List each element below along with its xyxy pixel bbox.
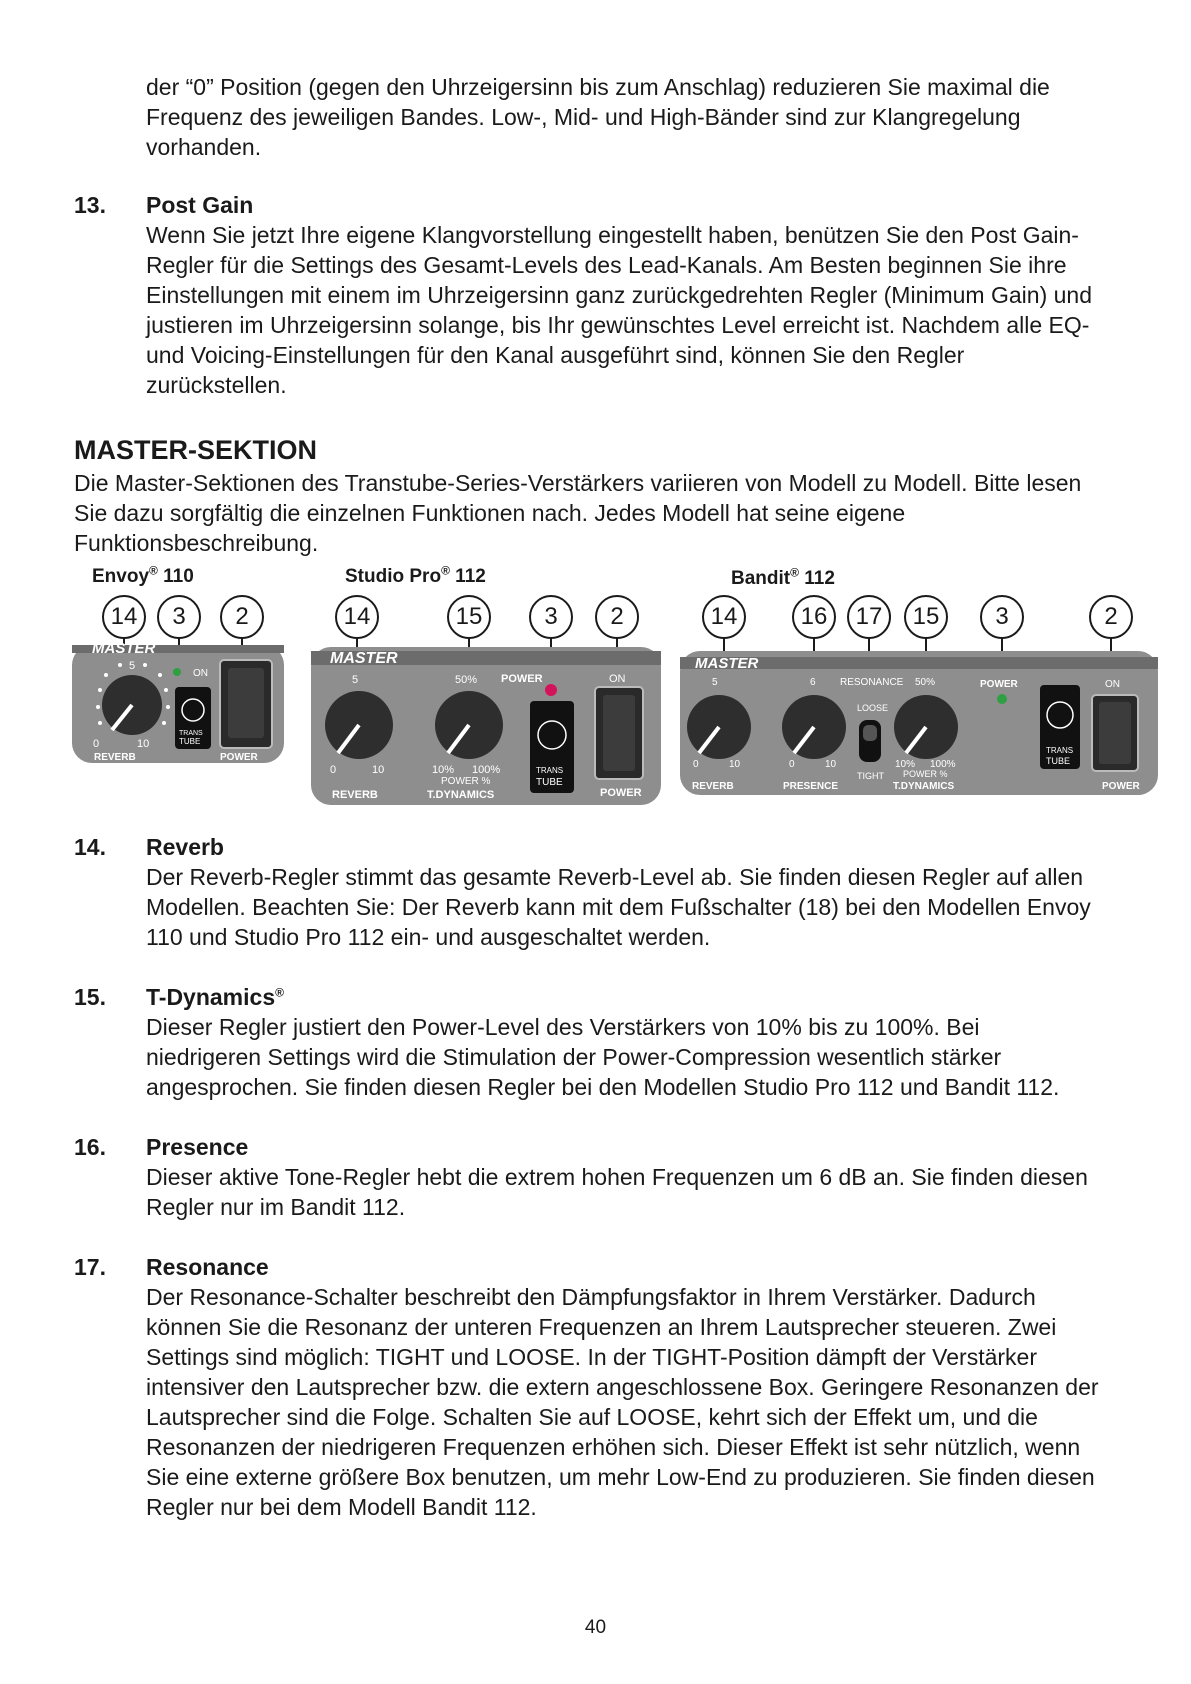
- bandit-mark: ®: [790, 565, 799, 580]
- callout-studio-3: 3: [529, 595, 573, 639]
- section-16-line-1: Dieser aktive Tone-Regler hebt die extrem hohen Frequenzen um 6 dB an. Sie finden diesen: [146, 1164, 1088, 1190]
- bandit-loose-label: LOOSE: [857, 703, 889, 713]
- bandit-power-pct: POWER %: [903, 769, 948, 779]
- callout-studio-15: 15: [447, 595, 491, 639]
- section-14-body: [146, 862, 1156, 952]
- bandit-ten-b: 10: [825, 759, 837, 770]
- model-title-studio: [345, 563, 486, 588]
- studio-name: Studio Pro: [345, 566, 442, 587]
- callout-bandit-14: 14: [702, 595, 746, 639]
- studio-tube: TUBE: [536, 777, 563, 788]
- envoy-zero: 0: [93, 738, 100, 750]
- callout-bandit-15: 15: [904, 595, 948, 639]
- studio-ten-pct: 10%: [432, 764, 455, 776]
- bandit-trans: TRANS: [1046, 746, 1074, 755]
- section-17-title: Resonance: [146, 1254, 269, 1280]
- bandit-resonance-label: RESONANCE: [840, 677, 904, 688]
- envoy-master-label: MASTER: [92, 640, 156, 657]
- section-15-title: [146, 982, 284, 1012]
- studio-five: 5: [352, 674, 359, 686]
- bandit-tube: TUBE: [1046, 756, 1071, 766]
- master-intro: [74, 468, 1156, 558]
- envoy-tube: TUBE: [179, 737, 201, 746]
- section-16-number: 16.: [74, 1134, 106, 1160]
- studio-ten: 10: [372, 764, 385, 776]
- studio-suffix: 112: [449, 566, 486, 587]
- bandit-suffix: 112: [798, 568, 835, 589]
- section-17-line-1: Der Resonance-Schalter beschreibt den Dämpfungsfaktor in Ihrem Verstärker. Dadurch: [146, 1284, 1036, 1310]
- model-title-envoy: [92, 563, 194, 588]
- section-14-line-2: Modellen. Beachten Sie: Der Reverb kann mit dem Fußschalter (18) bei den Modellen Envoy: [146, 894, 1091, 920]
- callout-bandit-16: 16: [792, 595, 836, 639]
- bandit-zero-b: 0: [789, 759, 795, 770]
- studio-trans: TRANS: [536, 766, 564, 775]
- model-title-bandit: [731, 565, 835, 590]
- bandit-five: 5: [712, 677, 718, 688]
- studio-reverb-label: REVERB: [332, 789, 378, 801]
- section-14-line-1: Der Reverb-Regler stimmt das gesamte Reverb-Level ab. Sie finden diesen Regler auf allen: [146, 864, 1084, 890]
- page-number: 40: [584, 1617, 607, 1638]
- callout-bandit-2: 2: [1089, 595, 1133, 639]
- studio-fifty: 50%: [455, 674, 478, 686]
- section-15-line-1: Dieser Regler justiert den Power-Level des Verstärkers von 10% bis zu 100%. Bei: [146, 1014, 980, 1040]
- section-15-title-text: T-Dynamics: [146, 984, 276, 1010]
- envoy-suffix: 110: [157, 566, 194, 587]
- bandit-ten-pct: 10%: [895, 759, 916, 770]
- envoy-five: 5: [129, 660, 136, 672]
- section-13-line-4: justieren im Uhrzeigersinn solange, bis Ihr gewünschtes Level erreicht ist. Nachdem alle EQ-: [146, 312, 1090, 338]
- bandit-power-led: [997, 694, 1007, 704]
- envoy-name: Envoy: [92, 566, 150, 587]
- envoy-mark: ®: [149, 563, 158, 578]
- callout-bandit-17: 17: [847, 595, 891, 639]
- envoy-power-label: POWER: [220, 752, 258, 763]
- section-16-line-2: Regler nur im Bandit 112.: [146, 1194, 406, 1220]
- section-16-title: Presence: [146, 1134, 249, 1160]
- section-13-line-5: und Voicing-Einstellungen für den Kanal ausgeführt sind, können Sie den Regler: [146, 342, 965, 368]
- envoy-power-led: [173, 668, 181, 676]
- studio-panel: [311, 647, 661, 805]
- section-17-body: [146, 1282, 1156, 1522]
- bandit-six: 6: [810, 677, 816, 688]
- section-13-number: 13.: [74, 192, 106, 218]
- bandit-tight-label: TIGHT: [857, 771, 884, 781]
- envoy-trans: TRANS: [179, 730, 203, 737]
- bandit-hundred-pct: 100%: [930, 759, 956, 770]
- studio-power-led: [545, 684, 557, 696]
- section-17-line-8: Regler nur bei dem Modell Bandit 112.: [146, 1494, 537, 1520]
- envoy-on-label: ON: [193, 668, 208, 679]
- section-13-line-6: zurückstellen.: [146, 372, 287, 398]
- studio-zero: 0: [330, 764, 337, 776]
- bandit-name: Bandit: [731, 568, 791, 589]
- bandit-reverb-label: REVERB: [692, 781, 734, 792]
- section-13-title: Post Gain: [146, 192, 254, 218]
- section-17-line-5: Lautsprecher sind die Folge. Schalten Sie auf LOOSE, kehrt sich der Effekt um, und die: [146, 1404, 1038, 1430]
- section-16-body: [146, 1162, 1156, 1222]
- bandit-master-label: MASTER: [695, 655, 759, 672]
- section-13-line-3: Einstellungen mit einem im Uhrzeigersinn ganz zurückgedrehten Regler (Minimum Gain) und: [146, 282, 1092, 308]
- envoy-reverb-label: REVERB: [94, 752, 136, 763]
- section-17-line-2: können Sie die Resonanz der unteren Frequenzen an Ihrem Lautsprecher steueren. Zwei: [146, 1314, 1057, 1340]
- callout-envoy-3: 3: [157, 595, 201, 639]
- callout-studio-14: 14: [335, 595, 379, 639]
- studio-hundred-pct: 100%: [472, 764, 501, 776]
- section-13-line-2: Regler für die Settings des Gesamt-Levels des Lead-Kanals. Am Besten beginnen Sie ihre: [146, 252, 1067, 278]
- callout-studio-2: 2: [595, 595, 639, 639]
- section-17-line-7: Sie eine externe größere Box benutzen, um mehr Low-End zu produzieren. Sie finden diesen: [146, 1464, 1095, 1490]
- section-15-line-2: niedrigeren Settings wird die Stimulation der Power-Compression wesentlich stärker: [146, 1044, 1002, 1070]
- studio-power-pct: POWER %: [441, 776, 491, 787]
- studio-master-label: MASTER: [330, 650, 398, 667]
- bandit-ten-a: 10: [729, 759, 741, 770]
- section-17-number: 17.: [74, 1254, 106, 1280]
- intro-paragraph: [146, 72, 1156, 162]
- bandit-panel: [680, 651, 1158, 795]
- bandit-tdynamics-label: T.DYNAMICS: [893, 781, 955, 792]
- intro-line-1: der “0” Position (gegen den Uhrzeigersinn bis zum Anschlag) reduzieren Sie maximal die: [146, 74, 1050, 100]
- bandit-zero-a: 0: [693, 759, 699, 770]
- master-heading: MASTER-SEKTION: [74, 435, 317, 465]
- section-13-body: [146, 220, 1156, 400]
- master-line-2: Sie dazu sorgfältig die einzelnen Funktionen nach. Jedes Modell hat seine eigene: [74, 500, 906, 526]
- bandit-presence-label: PRESENCE: [783, 781, 839, 792]
- section-17-line-6: Resonanzen der niedrigeren Frequenzen erhöhen sich. Dieser Effekt ist sehr nützlich, wenn: [146, 1434, 1081, 1460]
- section-17-line-4: intensiver den Lautsprecher bzw. die extern angeschlossene Box. Geringere Resonanzen der: [146, 1374, 1099, 1400]
- studio-power-text: POWER: [501, 673, 543, 685]
- callout-envoy-14: 14: [102, 595, 146, 639]
- bandit-power-text: POWER: [980, 679, 1018, 690]
- master-line-1: Die Master-Sektionen des Transtube-Series-Verstärkers variieren von Modell zu Modell. Bitte lesen: [74, 470, 1082, 496]
- section-14-title: Reverb: [146, 834, 224, 860]
- section-15-number: 15.: [74, 984, 106, 1010]
- studio-mark: ®: [441, 563, 450, 578]
- bandit-on-label: ON: [1105, 679, 1120, 690]
- section-14-number: 14.: [74, 834, 106, 860]
- callout-bandit-3: 3: [980, 595, 1024, 639]
- studio-on-label: ON: [609, 673, 626, 685]
- section-15-line-3: angesprochen. Sie finden diesen Regler bei den Modellen Studio Pro 112 und Bandit 112.: [146, 1074, 1060, 1100]
- envoy-panel: [72, 640, 284, 763]
- section-17-line-3: Settings sind möglich: TIGHT und LOOSE. In der TIGHT-Position dämpft der Verstärker: [146, 1344, 1037, 1370]
- master-line-3: Funktionsbeschreibung.: [74, 530, 319, 556]
- section-14-line-3: 110 und Studio Pro 112 ein- und ausgeschaltet werden.: [146, 924, 711, 950]
- intro-line-3: vorhanden.: [146, 134, 262, 160]
- section-15-body: [146, 1012, 1156, 1102]
- callout-envoy-2: 2: [220, 595, 264, 639]
- studio-tdynamics-label: T.DYNAMICS: [427, 789, 495, 801]
- section-15-title-mark: ®: [275, 985, 284, 1000]
- envoy-ten: 10: [137, 738, 150, 750]
- intro-line-2: Frequenz des jeweiligen Bandes. Low-, Mid- und High-Bänder sind zur Klangregelung: [146, 104, 1021, 130]
- studio-power-label: POWER: [600, 787, 642, 799]
- section-13-line-1: Wenn Sie jetzt Ihre eigene Klangvorstellung eingestellt haben, benützen Sie den Post Gain-: [146, 222, 1079, 248]
- bandit-power-label: POWER: [1102, 781, 1140, 792]
- bandit-fifty: 50%: [915, 677, 936, 688]
